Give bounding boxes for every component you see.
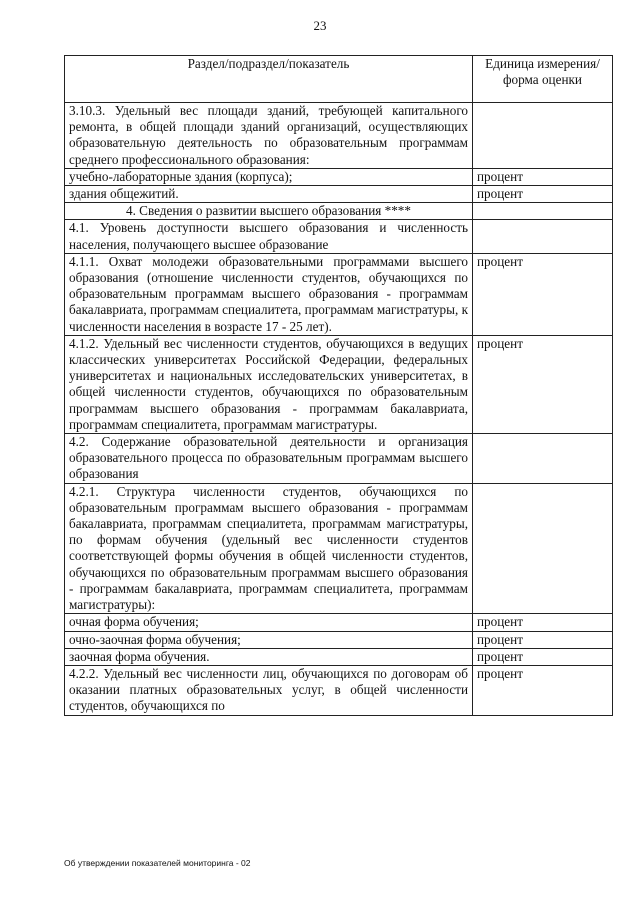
row-unit <box>473 203 613 220</box>
row-indicator-text: очно-заочная форма обучения; <box>65 631 473 648</box>
row-unit: процент <box>473 168 613 185</box>
table-row <box>65 253 613 335</box>
row-indicator-text: 4.1. Уровень доступности высшего образования и численность населения, получающего высшее образование <box>65 220 473 253</box>
table-row <box>65 483 613 614</box>
row-unit: процент <box>473 186 613 203</box>
row-unit: процент <box>473 253 613 335</box>
row-indicator-text: 4.2.2. Удельный вес численности лиц, обучающихся по договорам об оказании платных образовательных услуг, в общей численности студентов, обучающихся по <box>65 665 473 715</box>
table-row <box>65 186 613 203</box>
row-indicator-text: 4.2. Содержание образовательной деятельности и организация образовательного процесса по образовательным программам высшего образования <box>65 434 473 484</box>
row-unit: процент <box>473 335 613 433</box>
row-indicator-text: здания общежитий. <box>65 186 473 203</box>
row-indicator-text: 3.10.3. Удельный вес площади зданий, требующей капитального ремонта, в общей площади зданий организаций, осуществляющих образовательную деятельность по образовательным программам среднего профессионального образования: <box>65 103 473 169</box>
row-indicator-text: заочная форма обучения. <box>65 648 473 665</box>
table-row <box>65 335 613 433</box>
row-indicator-text: учебно-лабораторные здания (корпуса); <box>65 168 473 185</box>
header-unit: Единица измерения/ форма оценки <box>473 56 613 103</box>
row-unit: процент <box>473 648 613 665</box>
page-number: 23 <box>313 18 327 33</box>
row-indicator-text: очная форма обучения; <box>65 614 473 631</box>
table-row <box>65 648 613 665</box>
table-row <box>65 103 613 169</box>
indicators-table <box>64 55 613 716</box>
table-row <box>65 665 613 715</box>
table-row <box>65 434 613 484</box>
row-unit <box>473 434 613 484</box>
row-unit: процент <box>473 631 613 648</box>
row-indicator-text: 4.1.1. Охват молодежи образовательными программами высшего образования (отношение численности студентов, обучающихся по образовательным программам высшего образования - программам бакалавриата, программам специалитета, программам магистратуры, к численности населения в возрасте 17 - 25 лет). <box>65 253 473 335</box>
row-unit <box>473 220 613 253</box>
header-section-indicator: Раздел/подраздел/показатель <box>65 56 473 103</box>
row-unit: процент <box>473 614 613 631</box>
table-row <box>65 220 613 253</box>
footer-note: Об утверждении показателей мониторинга - 02 <box>64 858 251 868</box>
row-indicator-text: 4.1.2. Удельный вес численности студентов, обучающихся в ведущих классических университетах Российской Федерации, федеральных университетах и национальных исследовательских университетах, в общей численности студентов, обучающихся по образовательным программам высшего образования - программам бакалавриата, программам специалитета, программам магистратуры. <box>65 335 473 433</box>
table-header-row <box>65 56 613 103</box>
table-row <box>65 168 613 185</box>
section-heading: 4. Сведения о развитии высшего образования **** <box>65 203 473 220</box>
row-unit <box>473 103 613 169</box>
row-unit <box>473 483 613 614</box>
section-heading-row <box>65 203 613 220</box>
row-indicator-text: 4.2.1. Структура численности студентов, обучающихся по образовательным программам высшего образования - программам бакалавриата, программам специалитета, программам магистратуры, по формам обучения (удельный вес численности студентов соответствующей формы обучения в общей численности студентов, обучающихся по образовательным программам высшего образования - программам бакалавриата, программам специалитета, программам магистратуры): <box>65 483 473 614</box>
row-unit: процент <box>473 665 613 715</box>
table-row <box>65 631 613 648</box>
table-row <box>65 614 613 631</box>
